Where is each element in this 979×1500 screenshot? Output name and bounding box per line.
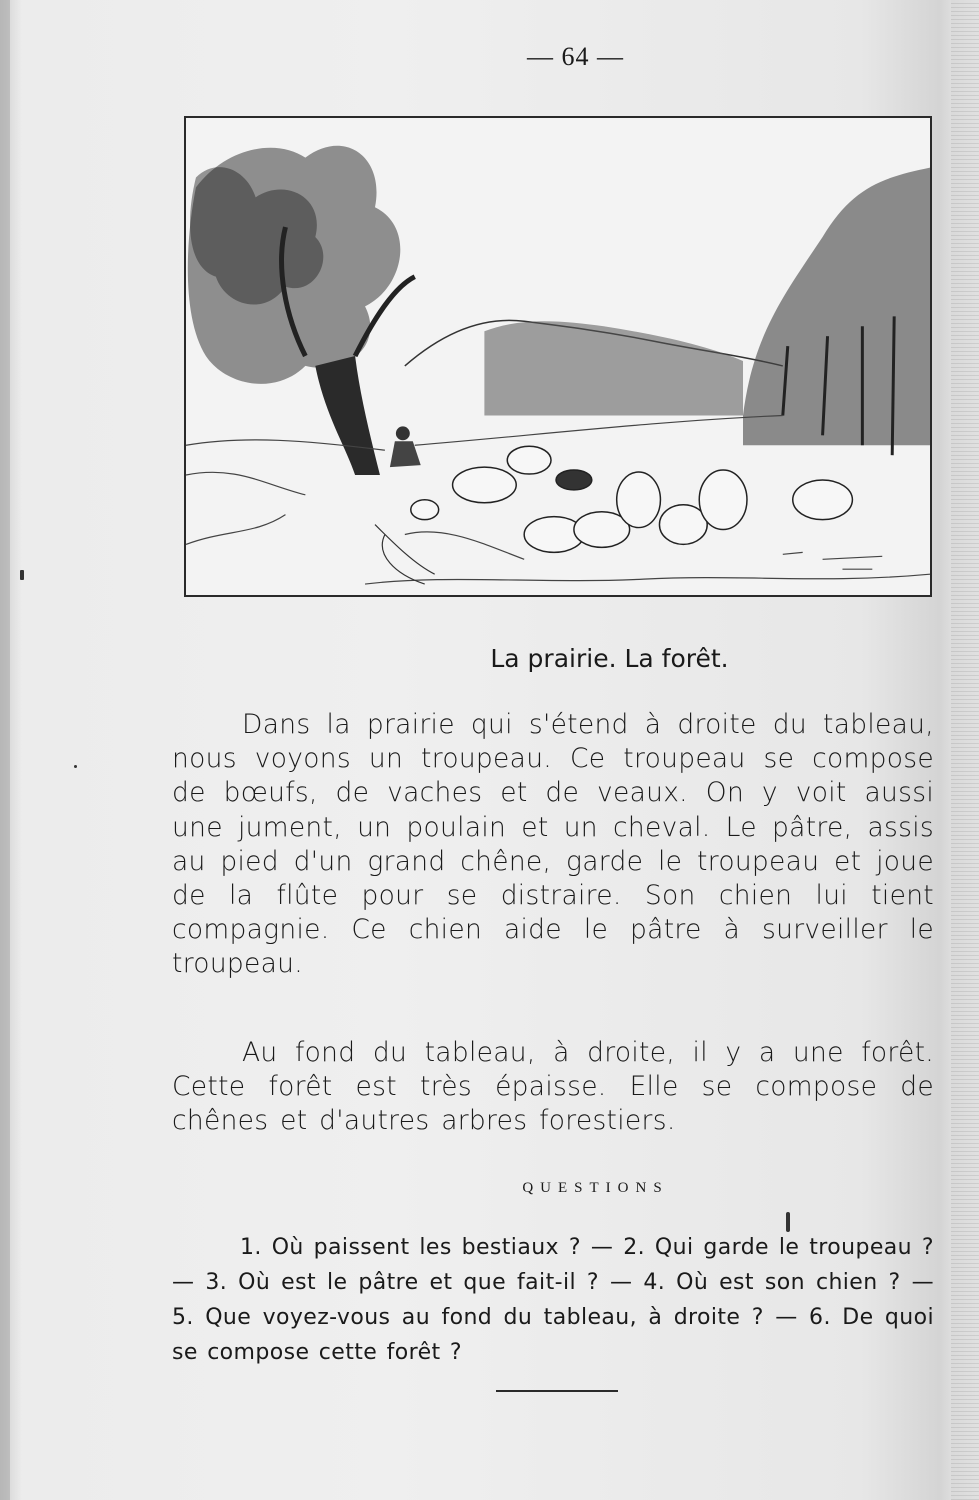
figure-caption: La prairie. La forêt.	[490, 644, 729, 673]
ink-speck	[786, 1212, 790, 1232]
body-paragraph-2: Au fond du tableau, à droite, il y a une forêt. Cette forêt est très épaisse. Elle se compose de chênes et d'autres arbres forestiers.	[172, 1037, 934, 1137]
oak-tree-left	[188, 146, 415, 475]
ink-speck	[74, 765, 77, 768]
questions-text: 1. Où paissent les bestiaux ? — 2. Qui garde le troupeau ? — 3. Où est le pâtre et que fait-il ? — 4. Où est son chien ? — 5. Que voyez-vous au fond du tableau, à droite ? — 6. De quoi se compose cette forêt ?	[172, 1235, 934, 1365]
shepherd-figure	[390, 426, 421, 467]
section-divider	[496, 1390, 618, 1392]
ink-speck	[20, 570, 24, 580]
herd-of-animals	[411, 446, 853, 552]
page-edge-stack	[951, 0, 979, 1500]
distant-hill	[484, 321, 743, 415]
page-number: — 64 —	[527, 42, 624, 71]
illustration-drawing	[186, 118, 930, 595]
pastoral-scene-illustration	[184, 116, 932, 597]
body-paragraph-1: Dans la prairie qui s'étend à droite du tableau, nous voyons un troupeau. Ce troupeau se compose de bœufs, de vaches et de veaux. On y voit aussi une jument, un poulain et un cheval. Le pâtre, assis au pied d'un grand chêne, garde le troupeau et joue de la flûte pour se distraire. Son chien lui tient compagnie. Ce chien aide le pâtre à surveiller le troupeau.	[172, 709, 934, 980]
page-binding-shadow	[0, 0, 10, 1500]
forest-right	[743, 168, 930, 456]
questions-heading: QUESTIONS	[522, 1180, 669, 1196]
